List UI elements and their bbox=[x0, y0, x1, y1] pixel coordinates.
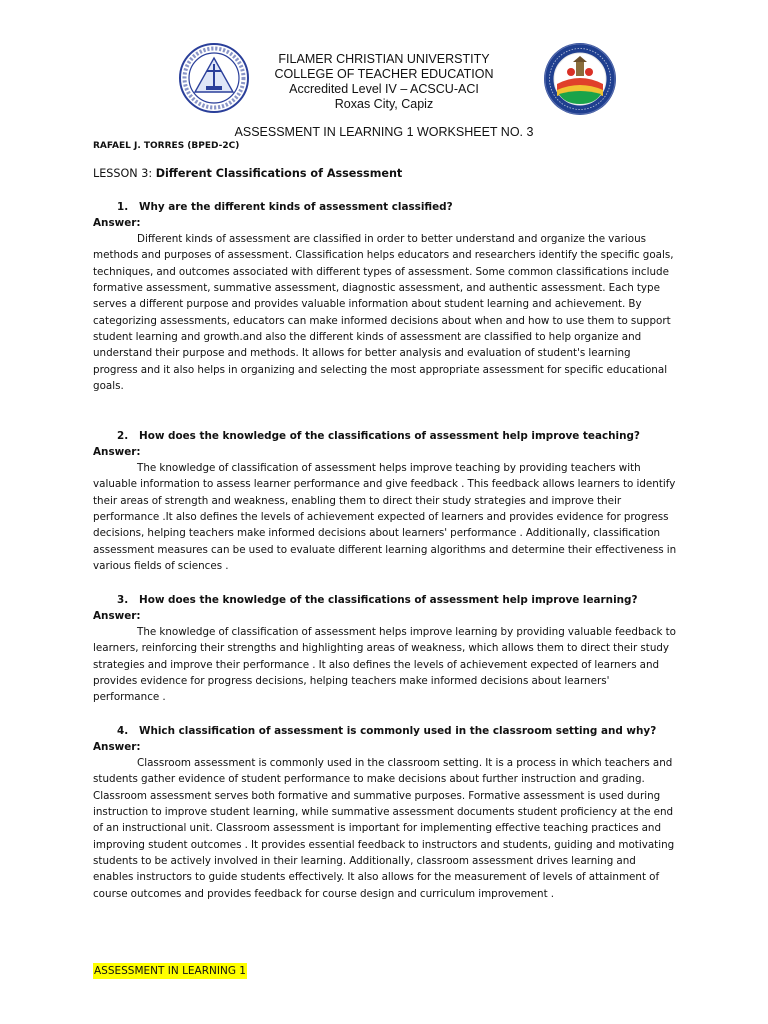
question-number: 4. bbox=[117, 725, 129, 737]
answer-label: Answer: bbox=[93, 217, 141, 229]
question-block bbox=[93, 428, 678, 574]
question-block bbox=[93, 199, 678, 394]
question-number: 2. bbox=[117, 430, 129, 442]
lesson-title: Different Classifications of Assessment bbox=[155, 167, 403, 180]
question-number: 3. bbox=[117, 594, 129, 606]
answer-paragraph: The knowledge of classification of assessment helps improve teaching by providing teachers with valuable information to assess learner performance and give feedback . This feedback allows learners to identify their areas of strength and weakness, enabling them to direct their study strategies and improve their performance .It also defines the levels of achievement expected of learners and provides evidence for progress decisions, helping teachers make informed decisions about learners' performance . Additionally, classification assessment measures can be used to evaluate different learning algorithms and determine their effectiveness in various fields of sciences . bbox=[93, 462, 677, 573]
question-number: 1. bbox=[117, 201, 129, 213]
college-seal-icon bbox=[543, 42, 617, 116]
question-block bbox=[93, 723, 678, 902]
accreditation: Accredited Level IV – ACSCU-ACI bbox=[289, 82, 479, 96]
question-label: Which classification of assessment is commonly used in the classroom setting and why? bbox=[139, 725, 657, 737]
question-block bbox=[93, 592, 678, 706]
question-text bbox=[93, 592, 678, 608]
worksheet-title: ASSESSMENT IN LEARNING 1 WORKSHEET NO. 3 bbox=[234, 125, 534, 139]
footer-highlight: ASSESSMENT IN LEARNING 1 bbox=[94, 965, 246, 977]
location: Roxas City, Capiz bbox=[334, 97, 434, 111]
college-name: COLLEGE OF TEACHER EDUCATION bbox=[274, 67, 494, 81]
question-text bbox=[93, 199, 678, 215]
answer-label: Answer: bbox=[93, 446, 141, 458]
university-name: FILAMER CHRISTIAN UNIVERSTITY bbox=[278, 52, 490, 66]
letterhead bbox=[0, 52, 768, 112]
answer-paragraph: Classroom assessment is commonly used in the classroom setting. It is a process in which teachers and students gather evidence of student performance to make decisions about further instruction and grading. Classroom assessment serves both formative and summative purposes. Formative assessment is used during instruction to improve student learning, while summative assessment documents student proficiency at the end of an instructional unit. Classroom assessment is important for implementing effective teaching practices and improving student outcomes . It provides essential feedback to instructors and students, guiding and motivating students to be actively involved in their learning. Additionally, classroom assessment drives learning and enables instructors to guide students effectively. It also allows for the measurement of levels of attainment of course outcomes and provides feedback for course design and curriculum improvement . bbox=[93, 757, 675, 900]
answer-label: Answer: bbox=[93, 610, 141, 622]
answer-label: Answer: bbox=[93, 741, 141, 753]
question-label: Why are the different kinds of assessment classified? bbox=[139, 201, 453, 213]
question-text bbox=[93, 428, 678, 444]
student-name: RAFAEL J. TORRES (BPED-2C) bbox=[93, 141, 240, 151]
question-label: How does the knowledge of the classifications of assessment help improve learning? bbox=[139, 594, 638, 606]
question-label: How does the knowledge of the classifications of assessment help improve teaching? bbox=[139, 430, 640, 442]
lesson-prefix: LESSON 3: bbox=[93, 167, 153, 180]
answer-paragraph: Different kinds of assessment are classified in order to better understand and organize the various methods and purposes of assessment. Classification helps educators and researchers identify the specific goals, techniques, and outcomes associated with different types of assessment. Some common classifications include formative assessment, summative assessment, diagnostic assessment, and authentic assessment. Each type serves a different purpose and provides valuable information about student learning and achievement. By categorizing assessments, educators can make informed decisions about when and how to use them to support student learning and growth.and also the different kinds of assessment are classified to help organize and understand their purpose and methods. It allows for better analysis and evaluation of student's learning progress and it also helps in organizing and selecting the most appropriate assessment for specific educational goals. bbox=[93, 233, 674, 393]
lesson-heading bbox=[93, 167, 402, 180]
question-text bbox=[93, 723, 678, 739]
answer-paragraph: The knowledge of classification of assessment helps improve learning by providing valuable feedback to learners, reinforcing their strengths and highlighting areas of weakness, which allows them to direct their study strategies and improve their performance . It also defines the levels of achievement expected of learners and provides evidence for progress decisions, helping teachers make informed decisions about learners' performance . bbox=[93, 626, 677, 704]
